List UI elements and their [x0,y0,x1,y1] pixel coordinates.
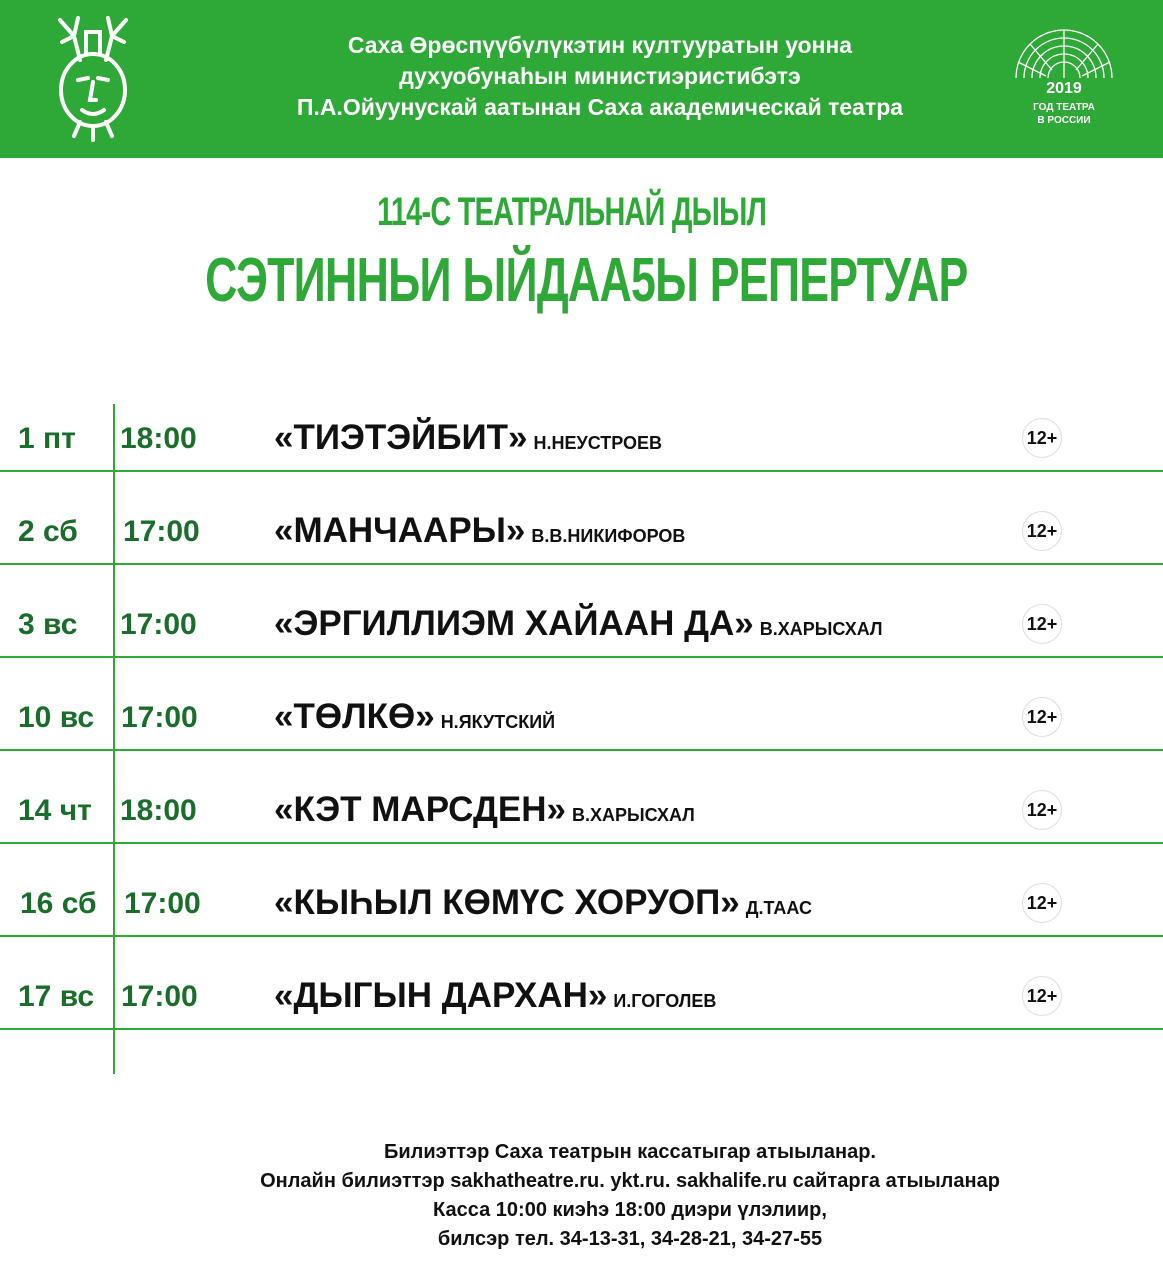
play-author: Н.ЯКУТСКИЙ [440,712,556,732]
performance-time: 17:00 [123,515,200,548]
theatre-arc-icon [1004,22,1124,82]
age-rating-badge: 12+ [1022,418,1062,458]
repertoire-title: СЭТИННЬИ ЫЙДАА5Ы РЕПЕРТУАР [205,246,968,315]
schedule-row [0,966,1163,1058]
logo-text: В РОССИИ [1037,115,1091,126]
play-info [274,976,716,1016]
performance-date: 16 сб [20,887,97,920]
header-line: духуобунаһын министиэристибэтэ [399,63,801,89]
schedule-row [0,780,1163,872]
play-info [274,604,883,644]
play-title: «МАНЧААРЫ» [274,511,526,550]
performance-date: 1 пт [18,422,76,455]
footer-line: билсэр тел. 34-13-31, 34-28-21, 34-27-55 [437,1228,823,1250]
year-of-theatre-logo [1004,22,1124,132]
logo-year: 2019 [1046,80,1082,97]
season-title: 114-С ТЕАТРАЛЬНАЙ ДЫЫЛ [377,190,767,234]
header-banner [0,0,1163,158]
age-rating-badge: 12+ [1022,511,1062,551]
age-rating-badge: 12+ [1022,604,1062,644]
play-author: Д.ТААС [745,898,812,918]
performance-date: 2 сб [18,515,78,548]
performance-time: 17:00 [121,701,198,734]
play-title: «ЭРГИЛЛИЭМ ХАЙААН ДА» [274,604,754,643]
performance-date: 10 вс [18,701,95,734]
play-title: «КЫҺЫЛ КӨМҮС ХОРУОП» [274,883,740,922]
performance-date: 3 вс [18,608,78,641]
play-info [274,697,555,737]
play-author: Н.НЕУСТРОЕВ [533,433,663,453]
play-title: «ДЫГЫН ДАРХАН» [274,976,608,1015]
header-line: П.А.Ойуунускай аатынан Саха академическай театра [296,94,904,120]
ticket-info-footer [170,1138,1090,1254]
performance-time: 17:00 [120,608,197,641]
performance-date: 17 вс [18,980,95,1013]
play-info [274,511,685,551]
play-info [274,790,695,830]
schedule-row [0,501,1163,593]
ministry-heading [200,30,1000,123]
play-info [274,883,812,923]
logo-text: ГОД ТЕАТРА [1033,102,1095,113]
theatre-mask-logo-icon [50,12,136,146]
performance-time: 17:00 [124,887,201,920]
play-title: «ТӨЛКӨ» [274,697,435,736]
play-author: В.В.НИКИФОРОВ [531,526,686,546]
footer-line: Онлайн билиэттэр sakhatheatre.ru. ykt.ru. sakhalife.ru сайтарга атыыланар [260,1170,1000,1192]
age-rating-badge: 12+ [1022,976,1062,1016]
footer-line: Билиэттэр Саха театрын кассатыгар атыыланар. [384,1141,876,1163]
play-author: И.ГОГОЛЕВ [613,991,717,1011]
performance-date: 14 чт [18,794,92,827]
performance-time: 18:00 [120,794,197,827]
schedule-row [0,873,1163,965]
performance-time: 18:00 [120,422,197,455]
play-author: В.ХАРЫСХАЛ [572,805,695,825]
schedule-row [0,594,1163,686]
age-rating-badge: 12+ [1022,697,1062,737]
performance-time: 17:00 [121,980,198,1013]
header-line: Саха Өрөспүүбүлүкэтин култууратын уонна [347,32,853,58]
schedule-row [0,408,1163,500]
footer-line: Касса 10:00 киэhэ 18:00 диэри үлэлиир, [433,1199,827,1221]
play-title: «КЭТ МАРСДЕН» [274,790,566,829]
age-rating-badge: 12+ [1022,790,1062,830]
play-title: «ТИЭТЭЙБИТ» [274,418,528,457]
play-author: В.ХАРЫСХАЛ [759,619,883,639]
age-rating-badge: 12+ [1022,883,1062,923]
schedule-row [0,687,1163,779]
play-info [274,418,662,458]
